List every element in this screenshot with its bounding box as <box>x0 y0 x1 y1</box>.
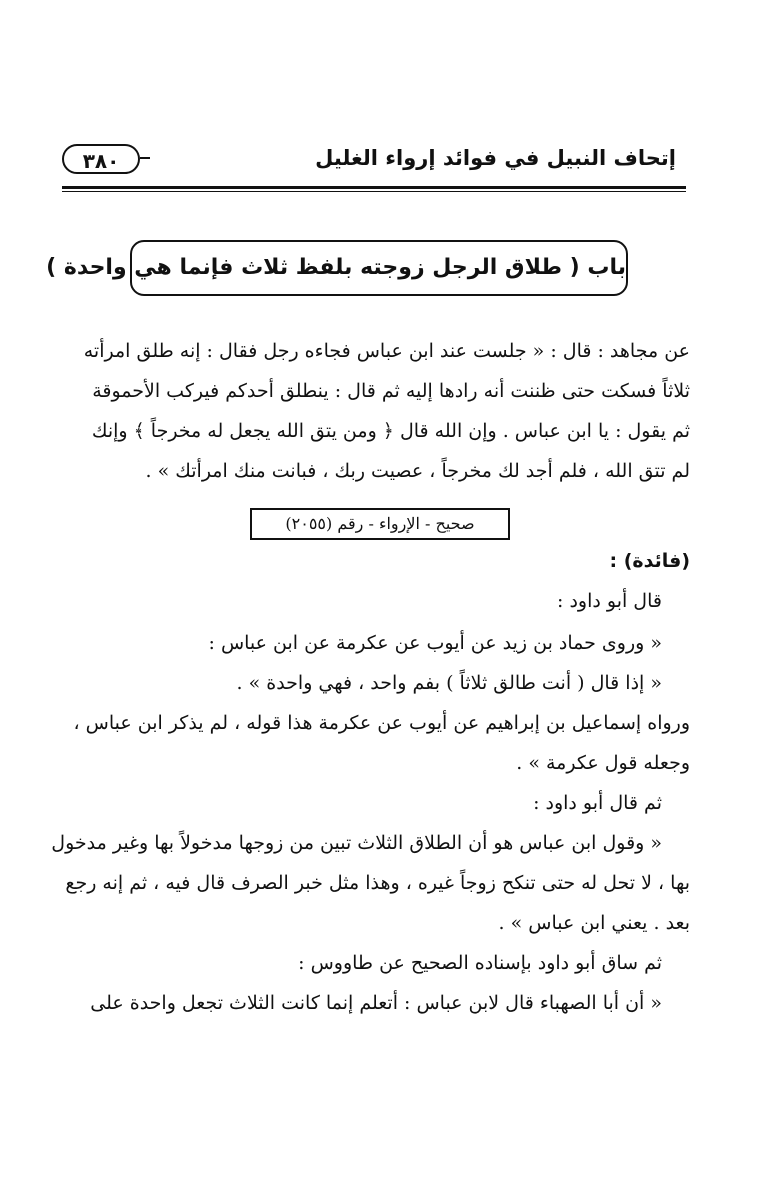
benefit-line: ورواه إسماعيل بن إبراهيم عن أيوب عن عكرمة هذا قوله ، لم يذكر ابن عباس ، <box>73 712 690 734</box>
benefit-line: ثم ساق أبو داود بإسناده الصحيح عن طاووس : <box>298 952 662 974</box>
benefit-line: قال أبو داود : <box>557 590 662 612</box>
benefit-line: وجعله قول عكرمة » . <box>516 752 690 774</box>
hadith-line: ثم يقول : يا ابن عباس . وإن الله قال ﴿ ومن يتق الله يجعل له مخرجاً ﴾ وإنك <box>91 420 690 442</box>
benefit-line: « وروى حماد بن زيد عن أيوب عن عكرمة عن ابن عباس : <box>208 632 662 654</box>
hadith-line: لم تتق الله ، فلم أجد لك مخرجاً ، عصيت ربك ، فبانت منك امرأتك » . <box>145 460 690 482</box>
page-number: ٣٨٠ <box>62 144 140 174</box>
chapter-title: باب ( طلاق الرجل زوجته بلفظ ثلاث فإنما هي واحدة ) <box>130 240 628 296</box>
book-title: إتحاف النبيل في فوائد إرواء الغليل <box>315 146 676 170</box>
running-header <box>62 140 682 184</box>
hadith-line: عن مجاهد : قال : « جلست عند ابن عباس فجاءه رجل فقال : إنه طلق امرأته <box>83 340 690 362</box>
header-rule-thick <box>62 186 686 189</box>
benefit-line: « إذا قال ( أنت طالق ثلاثاً ) بفم واحد ، فهي واحدة » . <box>236 672 662 694</box>
benefit-section <box>51 546 690 1026</box>
benefit-line: « وقول ابن عباس هو أن الطلاق الثلاث تبين من زوجها مدخولاً بها وغير مدخول <box>51 832 662 854</box>
hadith-line: ثلاثاً فسكت حتى ظننت أنه رادها إليه ثم قال : ينطلق أحدكم فيركب الأحموقة <box>92 380 690 402</box>
benefit-heading: (فائدة) : <box>609 550 690 572</box>
benefit-line: بعد . يعني ابن عباس » . <box>498 912 690 934</box>
benefit-line: « أن أبا الصهباء قال لابن عباس : أتعلم إنما كانت الثلاث تجعل واحدة على <box>90 992 662 1014</box>
benefit-line: ثم قال أبو داود : <box>533 792 662 814</box>
hadith-source: صحيح - الإرواء - رقم (٢٠٥٥) <box>250 508 510 540</box>
hadith-text <box>70 336 690 496</box>
header-rule-thin <box>62 191 686 192</box>
benefit-line: بها ، لا تحل له حتى تنكح زوجاً غيره ، وهذا مثل خبر الصرف قال فيه ، ثم إنه رجع <box>65 872 690 894</box>
